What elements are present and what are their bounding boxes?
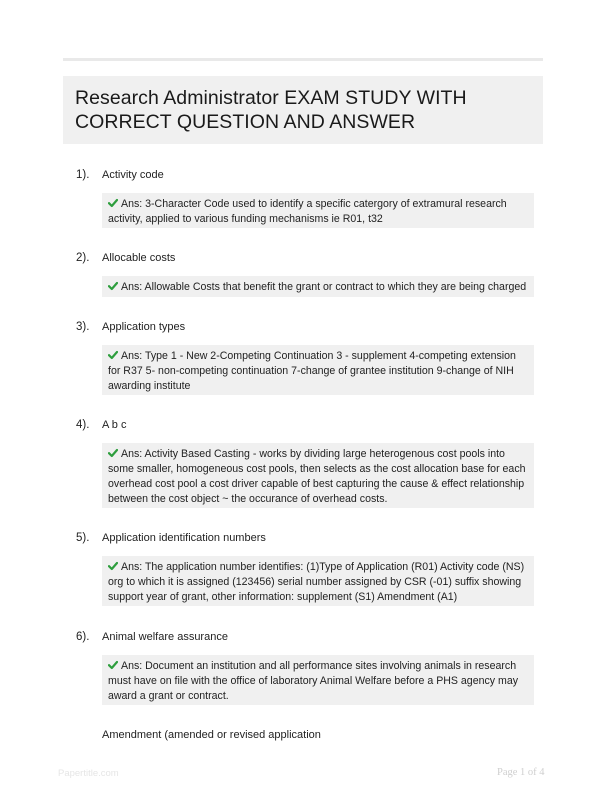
question-text: Animal welfare assurance xyxy=(102,631,228,643)
check-icon xyxy=(108,281,118,291)
answer-box xyxy=(102,655,534,705)
check-icon xyxy=(108,350,118,360)
answer-box xyxy=(102,556,534,606)
question-number: 3). xyxy=(76,321,90,333)
check-icon xyxy=(108,198,118,208)
question-number: 1). xyxy=(76,169,90,181)
question-number: 4). xyxy=(76,419,90,431)
question-text: Application identification numbers xyxy=(102,532,266,544)
check-icon xyxy=(108,561,118,571)
document-title: Research Administrator EXAM STUDY WITH CORRECT QUESTION AND ANSWER xyxy=(75,87,467,133)
question-number: 5). xyxy=(76,532,90,544)
title-box xyxy=(63,76,543,144)
answer-text: Ans: Activity Based Casting - works by dividing large heterogenous cost pools into some smaller, homogeneous cost pools, then selects as the cost allocation base for each overhead cost pool a cost driver capable of best capturing the cause & effect relationship between the cost object ~ the occurance of overhead costs. xyxy=(108,448,526,505)
answer-box xyxy=(102,443,534,508)
answer-text: Ans: Type 1 - New 2-Competing Continuation 3 - supplement 4-competing extension for R37 5- non-competing continuation 7-change of grantee institution 9-change of NIH awarding institute xyxy=(108,350,516,392)
top-divider xyxy=(63,58,543,61)
answer-text: Ans: 3-Character Code used to identify a specific catergory of extramural research activity, applied to various funding mechanisms ie R01, t32 xyxy=(108,198,507,225)
check-icon xyxy=(108,448,118,458)
answer-box xyxy=(102,276,534,297)
trailing-question-text: Amendment (amended or revised application xyxy=(102,729,321,741)
check-icon xyxy=(108,660,118,670)
question-number: 6). xyxy=(76,631,90,643)
answer-box xyxy=(102,345,534,395)
question-text: Allocable costs xyxy=(102,252,176,264)
question-text: Application types xyxy=(102,321,186,333)
answer-box xyxy=(102,193,534,228)
answer-text: Ans: Document an institution and all performance sites involving animals in research must have on file with the office of laboratory Animal Welfare before a PHS agency may award a grant or contract. xyxy=(108,660,519,702)
page-indicator: Page 1 of 4 xyxy=(497,767,545,778)
question-text: A b c xyxy=(102,419,127,431)
answer-text: Ans: The application number identifies: (1)Type of Application (R01) Activity code (NS) org to which it is assigned (123456) serial number assigned by CSR (-01) suffix showing support year of grant, other information: supplement (S1) Amendment (A1) xyxy=(108,561,525,603)
footer-watermark: Papertitle.com xyxy=(58,768,119,779)
answer-text: Ans: Allowable Costs that benefit the grant or contract to which they are being charged xyxy=(121,281,527,293)
question-text: Activity code xyxy=(102,169,164,181)
question-number: 2). xyxy=(76,252,90,264)
